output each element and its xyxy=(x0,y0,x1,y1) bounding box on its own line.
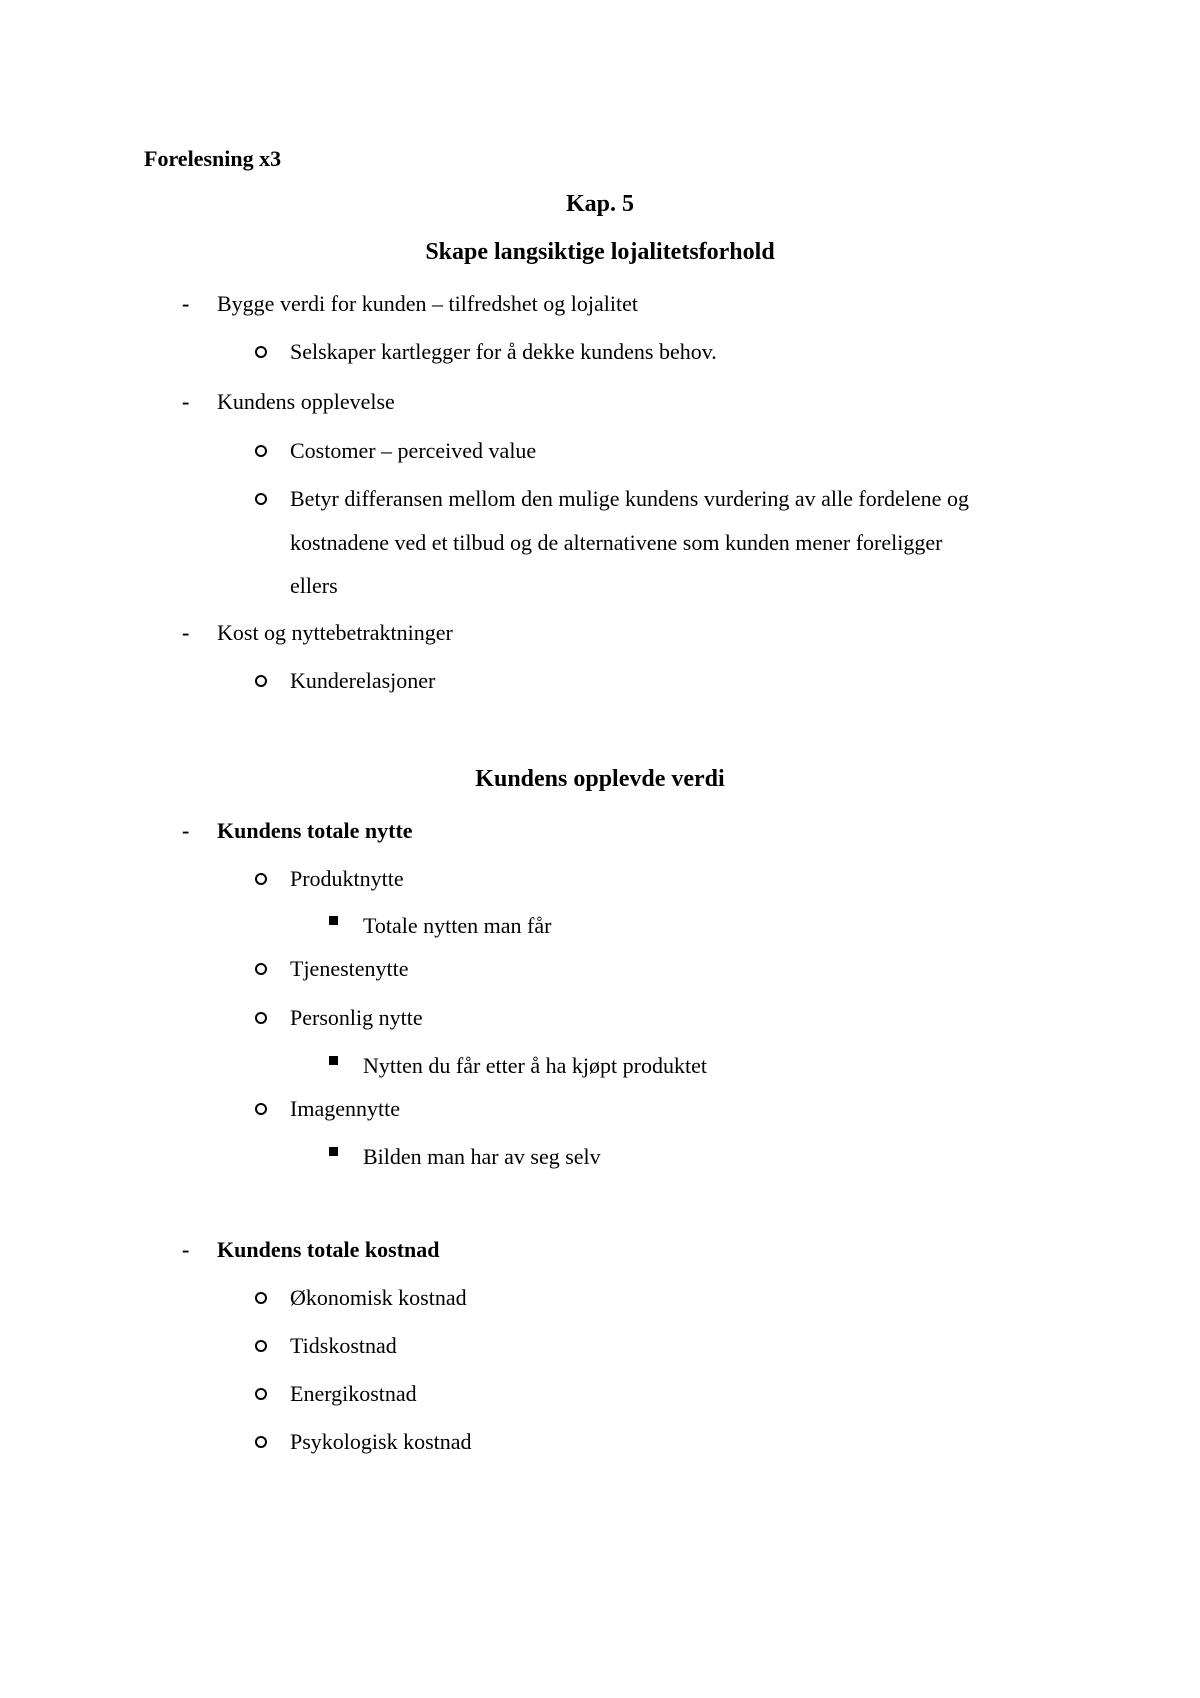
dash-bullet: - xyxy=(182,818,190,843)
dash-bullet: - xyxy=(182,389,190,414)
list-item: Energikostnad xyxy=(290,1381,417,1406)
circle-bullet-icon xyxy=(255,1012,267,1024)
dash-bullet: - xyxy=(182,291,190,316)
circle-bullet-icon xyxy=(255,445,267,457)
list-item: Tidskostnad xyxy=(290,1333,397,1358)
list-item-continuation: kostnadene ved et tilbud og de alternativene som kunden mener foreligger xyxy=(290,530,943,555)
circle-bullet-icon xyxy=(255,1292,267,1304)
list-item: Kundens opplevelse xyxy=(217,389,395,414)
list-item: Personlig nytte xyxy=(290,1005,423,1030)
list-item: Nytten du får etter å ha kjøpt produktet xyxy=(363,1053,707,1078)
list-item: Betyr differansen mellom den mulige kundens vurdering av alle fordelene og xyxy=(290,486,969,511)
dash-bullet: - xyxy=(182,1237,190,1262)
page-title: Skape langsiktige lojalitetsforhold xyxy=(425,239,775,265)
circle-bullet-icon xyxy=(255,873,267,885)
list-item: Imagennytte xyxy=(290,1096,400,1121)
circle-bullet-icon xyxy=(255,346,267,358)
list-item: Totale nytten man får xyxy=(363,913,552,938)
circle-bullet-icon xyxy=(255,493,267,505)
list-item: Costomer – perceived value xyxy=(290,438,537,463)
square-bullet-icon xyxy=(329,916,338,925)
list-item: Psykologisk kostnad xyxy=(290,1429,472,1454)
list-item-continuation: ellers xyxy=(290,573,338,598)
square-bullet-icon xyxy=(329,1056,338,1065)
circle-bullet-icon xyxy=(255,1436,267,1448)
list-item: Produktnytte xyxy=(290,866,404,891)
circle-bullet-icon xyxy=(255,1340,267,1352)
section-heading: Kundens opplevde verdi xyxy=(475,766,725,792)
list-item: Selskaper kartlegger for å dekke kundens behov. xyxy=(290,339,717,364)
chapter-heading: Kap. 5 xyxy=(565,191,634,217)
dash-bullet: - xyxy=(182,620,190,645)
list-item: Økonomisk kostnad xyxy=(290,1285,467,1310)
list-item: Bilden man har av seg selv xyxy=(363,1144,601,1169)
list-item: Kundens totale nytte xyxy=(217,818,413,843)
list-item: Tjenestenytte xyxy=(290,956,409,981)
circle-bullet-icon xyxy=(255,1103,267,1115)
list-item: Kundens totale kostnad xyxy=(217,1237,440,1262)
circle-bullet-icon xyxy=(255,1388,267,1400)
list-item: Kost og nyttebetraktninger xyxy=(217,620,453,645)
lecture-label: Forelesning x3 xyxy=(144,146,282,171)
square-bullet-icon xyxy=(329,1147,338,1156)
list-item: Bygge verdi for kunden – tilfredshet og lojalitet xyxy=(217,291,638,316)
list-item: Kunderelasjoner xyxy=(290,668,436,693)
circle-bullet-icon xyxy=(255,963,267,975)
circle-bullet-icon xyxy=(255,675,267,687)
